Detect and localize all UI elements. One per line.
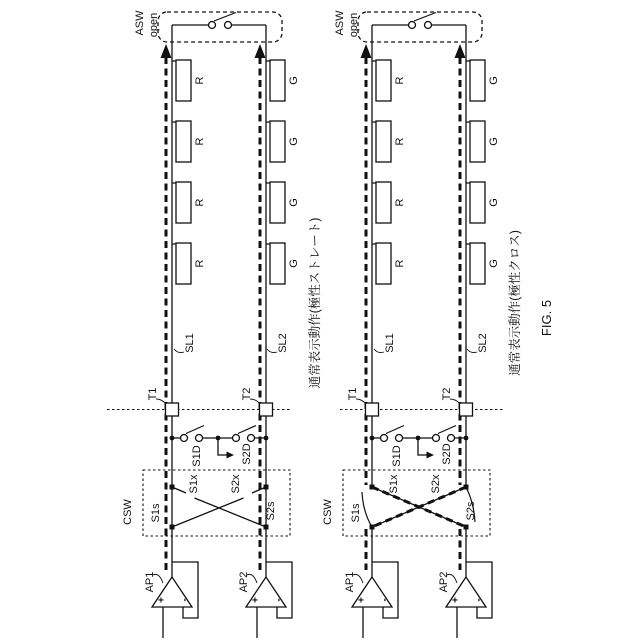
pixel-box-r bbox=[376, 60, 391, 101]
csw-node bbox=[464, 525, 469, 530]
pixel-r-column bbox=[172, 60, 206, 284]
minus-sign: - bbox=[273, 598, 285, 602]
switch-contact bbox=[433, 435, 440, 442]
switch-blade-open bbox=[186, 426, 256, 434]
asw-state-label: open bbox=[148, 12, 160, 38]
csw-node bbox=[370, 525, 375, 530]
video-feed-line bbox=[418, 438, 427, 455]
csw-block bbox=[322, 470, 490, 536]
asw-label: ASW bbox=[334, 10, 346, 36]
minus-sign: - bbox=[179, 598, 191, 602]
sl1-label: SL1 bbox=[384, 333, 396, 353]
switch-contact bbox=[209, 22, 216, 29]
diagram-cross bbox=[322, 10, 522, 638]
pixel-box-g bbox=[470, 182, 485, 223]
leader-line bbox=[467, 349, 477, 353]
csw-block bbox=[122, 470, 290, 536]
terminal-t2 bbox=[260, 403, 273, 416]
switch-contact bbox=[225, 22, 232, 29]
ap2-label: AP2 bbox=[238, 571, 250, 593]
switch-blade-open bbox=[386, 426, 456, 434]
asw-state-label: open bbox=[348, 12, 360, 38]
pixel-r-label: R bbox=[194, 198, 206, 207]
pixel-g-label: G bbox=[288, 76, 300, 85]
switch-contact bbox=[396, 435, 403, 442]
pixel-g-column bbox=[266, 60, 300, 284]
arrow-up-icon bbox=[255, 44, 266, 58]
terminal-t2 bbox=[460, 403, 473, 416]
pixel-g-label: G bbox=[488, 198, 500, 207]
switch-contact bbox=[196, 435, 203, 442]
s1x-label: S1x bbox=[188, 474, 200, 494]
terminal-t1 bbox=[366, 403, 379, 416]
pixel-box-r bbox=[176, 243, 191, 284]
minus-sign: - bbox=[379, 598, 391, 602]
leader-line bbox=[267, 349, 277, 353]
signal-path-below-csw bbox=[366, 529, 460, 570]
ap1-label: AP1 bbox=[344, 571, 356, 593]
pixel-g-column bbox=[466, 60, 500, 284]
pixel-r-label: R bbox=[394, 137, 406, 146]
terminal-t1 bbox=[166, 403, 179, 416]
switch-blade-open bbox=[214, 13, 236, 22]
t2-label: T2 bbox=[241, 387, 253, 401]
pixel-r-label: R bbox=[394, 259, 406, 268]
pixel-box-g bbox=[470, 60, 485, 101]
plus-sign: + bbox=[156, 597, 168, 603]
pixel-box-g bbox=[470, 121, 485, 162]
switch-blade-open bbox=[414, 13, 436, 22]
csw-label: CSW bbox=[322, 499, 334, 525]
switch-contact bbox=[381, 435, 388, 442]
amplifiers bbox=[344, 562, 492, 638]
pixel-box-r bbox=[376, 243, 391, 284]
s1s-open-blade bbox=[362, 492, 372, 527]
asw-block bbox=[134, 10, 282, 42]
pixel-g-label: G bbox=[488, 137, 500, 146]
arrow-up-icon bbox=[455, 44, 466, 58]
asw-label: ASW bbox=[134, 10, 146, 36]
panel-terminals bbox=[107, 388, 290, 416]
s2x-label: S2x bbox=[430, 474, 442, 494]
s2d-label: S2D bbox=[441, 443, 453, 465]
amplifiers bbox=[144, 562, 292, 638]
demux-switches bbox=[370, 426, 469, 467]
s1s-label: S1s bbox=[150, 503, 162, 523]
pixel-array bbox=[172, 60, 300, 284]
t2-label: T2 bbox=[441, 387, 453, 401]
leader-line bbox=[374, 349, 384, 353]
leader-line bbox=[174, 349, 184, 353]
plus-sign: + bbox=[356, 597, 368, 603]
pixel-r-label: R bbox=[394, 76, 406, 85]
pixel-g-label: G bbox=[288, 259, 300, 268]
ap2-label: AP2 bbox=[438, 571, 450, 593]
pixel-r-column bbox=[372, 60, 406, 284]
diagram-straight bbox=[107, 10, 322, 638]
pixel-g-label: G bbox=[288, 198, 300, 207]
s2x-label: S2x bbox=[230, 474, 242, 494]
pixel-r-label: R bbox=[194, 76, 206, 85]
csw-label: CSW bbox=[122, 499, 134, 525]
sl2-label: SL2 bbox=[477, 333, 489, 353]
pixel-g-label: G bbox=[488, 259, 500, 268]
s1d-label: S1D bbox=[191, 445, 203, 467]
pixel-box-r bbox=[176, 182, 191, 223]
switch-contact bbox=[233, 435, 240, 442]
ap1-label: AP1 bbox=[144, 571, 156, 593]
junction-dot bbox=[370, 436, 375, 441]
plus-sign: + bbox=[450, 597, 462, 603]
pixel-g-label: G bbox=[488, 76, 500, 85]
pixel-box-r bbox=[376, 182, 391, 223]
switch-contact bbox=[448, 435, 455, 442]
minus-sign: - bbox=[473, 598, 485, 602]
switch-contact bbox=[409, 22, 416, 29]
pixel-box-g bbox=[270, 60, 285, 101]
plus-sign: + bbox=[250, 597, 262, 603]
pixel-box-g bbox=[470, 243, 485, 284]
t1-label: T1 bbox=[347, 387, 359, 401]
pixel-box-r bbox=[176, 60, 191, 101]
demux-switches bbox=[170, 426, 269, 467]
pixel-r-label: R bbox=[394, 198, 406, 207]
asw-dashed-box bbox=[358, 12, 482, 42]
video-feed-line bbox=[218, 438, 227, 455]
arrow-up-icon bbox=[361, 44, 372, 58]
s2d-label: S2D bbox=[241, 443, 253, 465]
junction-dot bbox=[464, 436, 469, 441]
pixel-r-label: R bbox=[194, 259, 206, 268]
pixel-box-r bbox=[176, 121, 191, 162]
pixel-box-g bbox=[270, 121, 285, 162]
pixel-box-g bbox=[270, 243, 285, 284]
switch-contact bbox=[248, 435, 255, 442]
t1-label: T1 bbox=[147, 387, 159, 401]
asw-block bbox=[334, 10, 482, 42]
pixel-box-r bbox=[376, 121, 391, 162]
source-lines bbox=[161, 25, 290, 577]
s1s-label: S1s bbox=[350, 503, 362, 523]
junction-dot bbox=[170, 436, 175, 441]
arrow-right-icon bbox=[227, 452, 235, 459]
s2s-label: S2s bbox=[265, 501, 277, 521]
s2s-label: S2s bbox=[465, 501, 477, 521]
s1x-label: S1x bbox=[388, 474, 400, 494]
csw-node bbox=[464, 485, 469, 490]
arrow-up-icon bbox=[161, 44, 172, 58]
sl2-label: SL2 bbox=[277, 333, 289, 353]
switch-contact bbox=[181, 435, 188, 442]
junction-dot bbox=[264, 436, 269, 441]
caption-cross: 通常表示動作(極性クロス) bbox=[508, 230, 522, 376]
figure-number: FIG. 5 bbox=[539, 299, 554, 337]
sl1-label: SL1 bbox=[184, 333, 196, 353]
pixel-g-label: G bbox=[288, 137, 300, 146]
switch-contact bbox=[425, 22, 432, 29]
arrow-right-icon bbox=[427, 452, 435, 459]
caption-straight: 通常表示動作(極性ストレート) bbox=[308, 217, 322, 389]
pixel-box-g bbox=[270, 182, 285, 223]
asw-dashed-box bbox=[158, 12, 282, 42]
csw-node bbox=[370, 485, 375, 490]
pixel-array bbox=[372, 60, 500, 284]
pixel-r-label: R bbox=[194, 137, 206, 146]
s1d-label: S1D bbox=[391, 445, 403, 467]
